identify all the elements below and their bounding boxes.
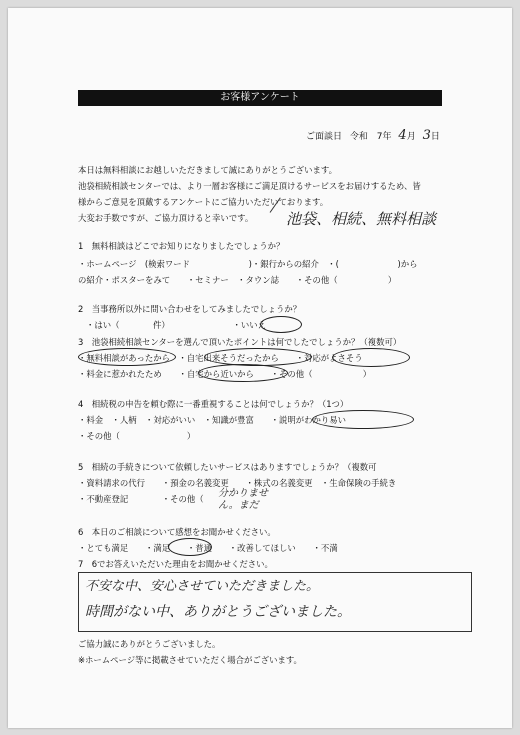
q7-answer-line-1: 不安な中、安心させていただきました。 (85, 579, 320, 594)
q3-circle-free-consult (78, 348, 176, 366)
q4-question: 4 相続税の申告を頼む際に一番重視することは何でしょうか？（1つ） (78, 399, 349, 409)
q5-question: 5 相続の手続きについて依頼したいサービスはありますでしょうか？（複数可 (78, 462, 377, 472)
q2-question: 2 当事務所以外に問い合わせをしてみましたでしょうか？ (78, 304, 302, 314)
q1-options-2: の紹介・ポスターをみて ・セミナー ・タウン誌 ・その他（ ） (78, 275, 397, 285)
q7-answer-box (78, 572, 472, 632)
q2-answer-options: ・はい（ 件） ・いいえ (86, 320, 267, 330)
q3-circle-good-response (332, 348, 410, 367)
q7-question: 7 6でお答えいただいた理由をお聞かせください。 (78, 559, 273, 569)
q3-circle-doable (204, 348, 312, 366)
q3-circle-near-home (198, 364, 288, 382)
closing-thanks: ご協力誠にありがとうございました。 (78, 639, 221, 649)
q5-options-2: ・不動産登記 ・その他（ (78, 494, 204, 504)
q4-options-1: ・料金 ・人柄 ・対応がいい ・知識が豊富 ・説明がわかり易い (78, 415, 346, 425)
q3-question: 3 池袋相続相談センターを選んで頂いたポイントは何でしたでしょうか？（複数可） (78, 337, 402, 347)
q5-other-handwritten: 分かりません。まだ (218, 488, 268, 511)
q1-question: 1 無料相談はどこでお知りになりましたでしょうか？ (78, 241, 285, 251)
q6-answer-options: ・とても満足 ・満足 ・普通 ・改善してほしい ・不満 (78, 543, 338, 553)
q5-options-1: ・資料請求の代行 ・預金の名義変更 ・株式の名義変更 ・生命保険の手続き (78, 478, 397, 488)
survey-title: お客様アンケート (78, 90, 442, 106)
survey-sheet (8, 8, 512, 728)
q1-options-1: ・ホームページ (検索ワード )・銀行からの紹介 ・( )から (78, 259, 418, 269)
q3-options-2: ・料金に惹かれたため ・自宅から近いから ・その他（ ） (78, 369, 372, 379)
q6-answer-circle (168, 538, 212, 556)
q4-options-2: ・その他（ ） (78, 431, 196, 441)
intro-line-2: 池袋相続相談センターでは、より一層お客様にご満足頂けるサービスをお届けするため、皆 (78, 181, 421, 191)
interview-date: ご面談日 令和 7年 4月 3日 (306, 128, 440, 143)
intro-line-1: 本日は無料相談にお越しいただきまして誠にありがとうございます。 (78, 165, 337, 175)
publication-note: ※ホームページ等に掲載させていただく場合がございます。 (78, 655, 302, 665)
q4-answer-circle (312, 410, 414, 429)
intro-line-4: 大変お手数ですが、ご協力頂けると幸いです。 (78, 213, 254, 223)
q6-question: 6 本日のご相談について感想をお聞かせください。 (78, 527, 276, 537)
q2-answer-circle (260, 316, 302, 333)
handwritten-keywords: 池袋、相続、無料相談 (286, 210, 437, 228)
q7-answer-line-2: 時間がない中、ありがとうございました。 (85, 604, 351, 620)
intro-line-3: 様からご意見を頂戴するアンケートにご協力いただいております。 (78, 197, 329, 207)
q3-options-1: ・無料相談があったから ・自宅出来そうだったから ・対応がよさそう (78, 353, 363, 363)
